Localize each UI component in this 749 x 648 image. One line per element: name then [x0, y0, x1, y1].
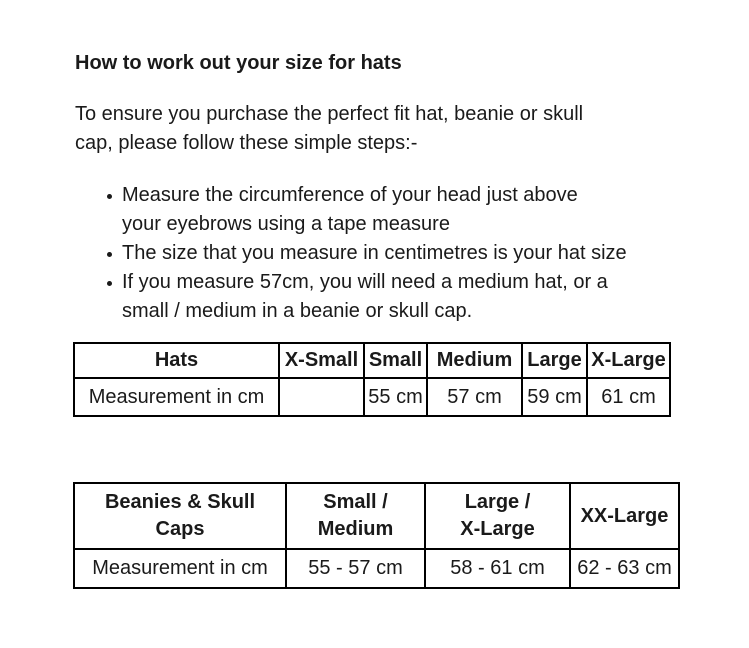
hats-table-header-cell: Small — [364, 343, 427, 378]
bullet-icon — [107, 252, 112, 257]
header-text-line: Beanies & Skull — [104, 491, 256, 513]
bullet-text-line: If you measure 57cm, you will need a medium hat, or a — [122, 271, 608, 293]
hats-table-header-cell: X-Large — [587, 343, 670, 378]
hats-table-value-cell — [279, 378, 364, 416]
bullet-icon — [107, 194, 112, 199]
beanies-table-value-cell: 58 - 61 cm — [425, 549, 570, 588]
bullet-text-line: small / medium in a beanie or skull cap. — [122, 300, 473, 322]
beanies-table-header-cell — [425, 483, 570, 549]
beanies-table-header-cell — [74, 483, 286, 549]
hats-size-table — [73, 342, 671, 417]
bullet-text-line: your eyebrows using a tape measure — [122, 213, 450, 235]
list-item — [73, 268, 749, 326]
beanies-table-header-row — [74, 483, 679, 549]
hats-table-value-cell: 59 cm — [522, 378, 587, 416]
beanies-table-measurement-row — [74, 549, 679, 588]
list-item — [73, 181, 749, 239]
beanies-table-header-cell — [570, 483, 679, 549]
bullet-text-line: Measure the circumference of your head just above — [122, 184, 578, 206]
page-title: How to work out your size for hats — [75, 52, 402, 74]
hats-table-row-label: Measurement in cm — [74, 378, 279, 416]
hats-table-value-cell: 57 cm — [427, 378, 522, 416]
header-text-line: XX-Large — [580, 504, 669, 527]
steps-bullet-list — [73, 181, 749, 326]
intro-paragraph — [75, 100, 749, 158]
hats-table-header-cell: X-Small — [279, 343, 364, 378]
beanies-table-value-cell: 62 - 63 cm — [570, 549, 679, 588]
hats-table-measurement-row — [74, 378, 670, 416]
hats-table-header-cell: Large — [522, 343, 587, 378]
intro-line: To ensure you purchase the perfect fit hat, beanie or skull — [75, 103, 584, 125]
hats-table-header-row — [74, 343, 670, 378]
hats-table-value-cell: 55 cm — [364, 378, 427, 416]
hats-table-header-cell: Hats — [74, 343, 279, 378]
header-text-line: Medium — [317, 518, 394, 540]
hats-table-value-cell: 61 cm — [587, 378, 670, 416]
list-item — [73, 239, 749, 268]
beanies-table-header-cell — [286, 483, 425, 549]
header-text-line: Large / — [464, 491, 531, 513]
beanies-table-value-cell: 55 - 57 cm — [286, 549, 425, 588]
header-text-line: X-Large — [460, 518, 535, 540]
bullet-icon — [107, 281, 112, 286]
header-text-line: Caps — [155, 518, 205, 540]
intro-line: cap, please follow these simple steps:- — [75, 132, 418, 154]
beanies-table-row-label: Measurement in cm — [74, 549, 286, 588]
beanies-size-table — [73, 482, 680, 589]
hats-table-header-cell: Medium — [427, 343, 522, 378]
bullet-text-line: The size that you measure in centimetres is your hat size — [122, 242, 627, 264]
header-text-line: Small / — [323, 491, 388, 513]
